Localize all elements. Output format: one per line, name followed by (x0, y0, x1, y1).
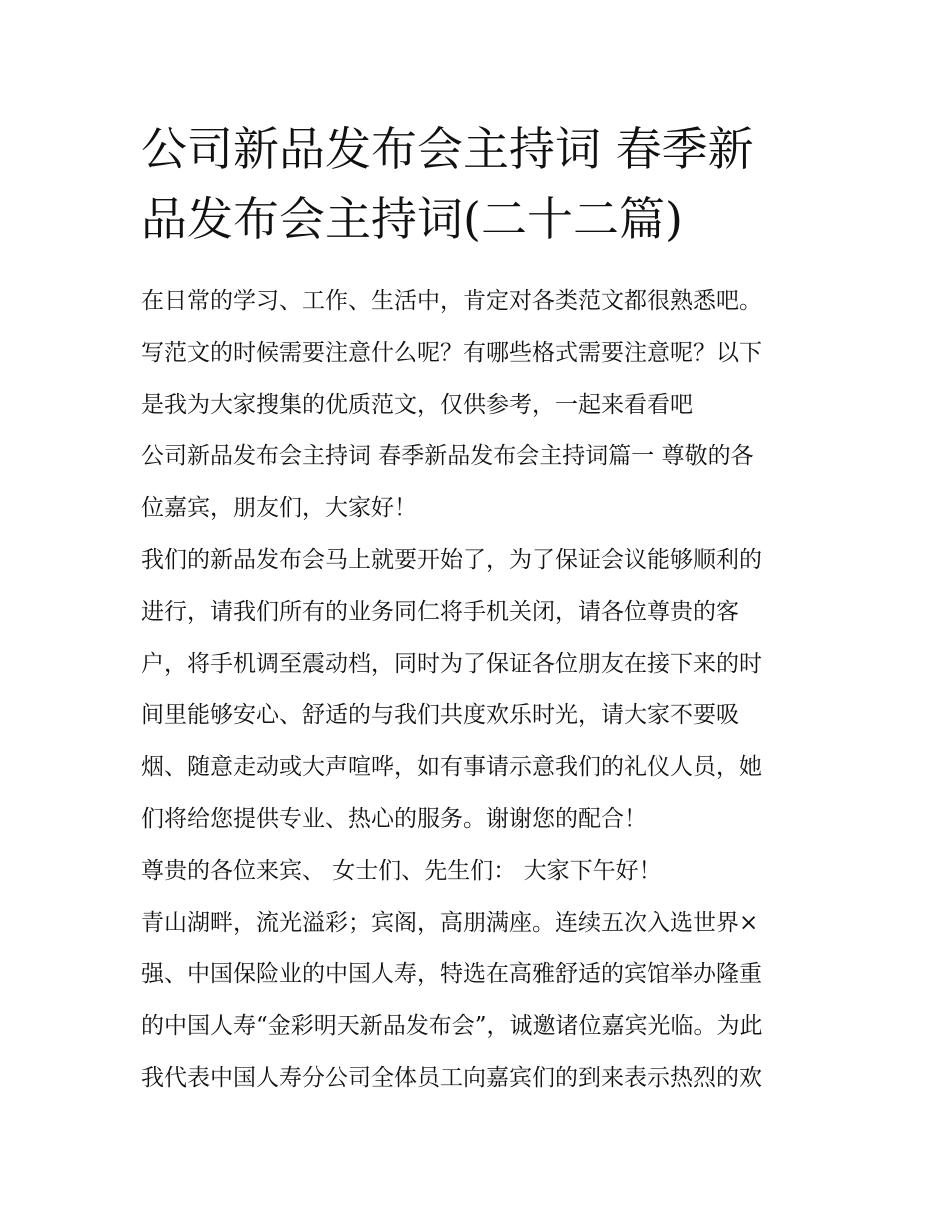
body-line: 进行，请我们所有的业务同仁将手机关闭，请各位尊贵的客 (141, 598, 739, 625)
body-line: 户，将手机调至震动档，同时为了保证各位朋友在接下来的时 (141, 650, 762, 677)
body-line: 们将给您提供专业、热心的服务。谢谢您的配合！ (141, 805, 647, 832)
body-line: 尊贵的各位来宾、 女士们、先生们： 大家下午好！ (141, 857, 662, 884)
body-line: 烟、随意走动或大声喧哗，如有事请示意我们的礼仪人员，她 (141, 754, 762, 781)
document-body (141, 276, 821, 1105)
body-line: 间里能够安心、舒适的与我们共度欢乐时光，请大家不要吸 (141, 702, 739, 729)
body-line: 我代表中国人寿分公司全体员工向嘉宾们的到来表示热烈的欢 (141, 1064, 762, 1091)
title-line: 公司新品发布会主持词 春季新 (141, 122, 754, 176)
body-line: 位嘉宾，朋友们，大家好！ (141, 495, 417, 522)
document-title (141, 114, 821, 254)
body-line: 我们的新品发布会马上就要开始了，为了保证会议能够顺利的 (141, 546, 762, 573)
body-line: 写范文的时候需要注意什么呢？有哪些格式需要注意呢？以下 (141, 339, 762, 366)
title-line: 品发布会主持词(二十二篇) (141, 192, 683, 246)
body-line: 青山湖畔，流光溢彩；宾阁，高朋满座。连续五次入选世界× (141, 909, 759, 936)
body-line: 强、中国保险业的中国人寿，特选在高雅舒适的宾馆举办隆重 (141, 961, 762, 988)
body-line: 在日常的学习、工作、生活中，肯定对各类范文都很熟悉吧。 (141, 288, 762, 314)
body-line: 公司新品发布会主持词 春季新品发布会主持词篇一 尊敬的各 (141, 443, 754, 470)
body-line: 的中国人寿“金彩明天新品发布会”，诚邀诸位嘉宾光临。为此 (141, 1013, 763, 1040)
body-line: 是我为大家搜集的优质范文，仅供参考，一起来看看吧 (141, 391, 693, 418)
